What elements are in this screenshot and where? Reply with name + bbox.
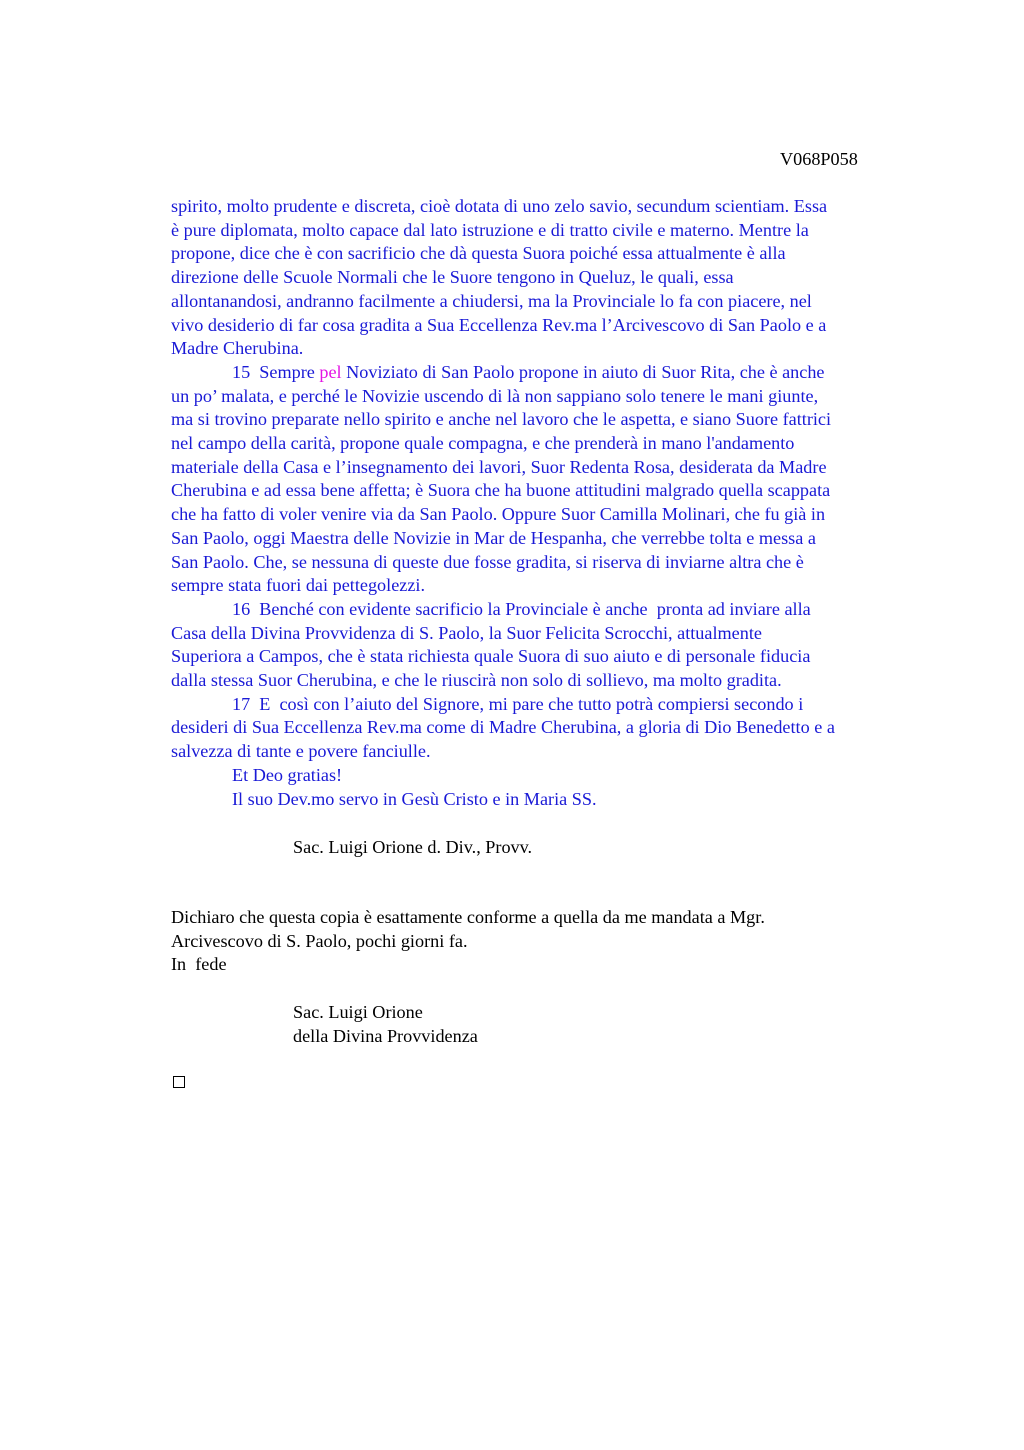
paragraph-16-first-line: 16 Benché con evidente sacrificio la Provinciale è anche pronta ad inviare alla xyxy=(232,598,811,619)
paragraph-15-rest: Noviziato di San Paolo propone in aiuto di Suor Rita, che è anche xyxy=(341,361,825,382)
declaration-line: In fede xyxy=(171,954,227,975)
body-line: nel campo della carità, propone quale compagna, e che prenderà in mano l'andamento xyxy=(171,433,795,454)
signature-block xyxy=(293,1001,478,1048)
signature-name: Sac. Luigi Orione xyxy=(293,1002,423,1022)
body-line: allontanandosi, andranno facilmente a chiudersi, ma la Provinciale lo fa con piacere, nel xyxy=(171,290,812,311)
declaration xyxy=(171,906,765,977)
paragraph-15-lead: 15 Sempre xyxy=(232,361,320,382)
body-line: desideri di Sua Eccellenza Rev.ma come di Madre Cherubina, a gloria di Dio Benedetto e a xyxy=(171,717,835,738)
body-line: Casa della Divina Provvidenza di S. Paolo, la Suor Felicita Scrocchi, attualmente xyxy=(171,622,762,643)
body-line: sempre stata fuori dai pettegolezzi. xyxy=(171,575,426,596)
closing-line: Et Deo gratias! xyxy=(232,764,343,785)
body-line: Cherubina e ad essa bene affetta; è Suora che ha buone attitudini malgrado quella scappata xyxy=(171,480,831,501)
signature-title: della Divina Provvidenza xyxy=(293,1025,478,1046)
body-line: direzione delle Scuole Normali che le Suore tengono in Queluz, le quali, essa xyxy=(171,267,734,288)
letter-body xyxy=(171,195,931,811)
body-line: salvezza di tante e povere fanciulle. xyxy=(171,741,431,762)
body-line: Superiora a Campos, che è stata richiesta quale Suora di suo aiuto e di personale fiducia xyxy=(171,646,811,667)
body-line: San Paolo, oggi Maestra delle Novizie in Mar de Hespanha, che verrebbe tolta e messa a xyxy=(171,527,816,548)
paragraph-17-first-line: 17 E così con l’aiuto del Signore, mi pare che tutto potrà compiersi secondo i xyxy=(232,693,804,714)
body-line: che ha fatto di voler venire via da San Paolo. Oppure Suor Camilla Molinari, che fu già in xyxy=(171,504,826,525)
declaration-line: Dichiaro che questa copia è esattamente conforme a quella da me mandata a Mgr. xyxy=(171,907,765,927)
body-line: dalla stessa Suor Cherubina, e che le riuscirà non solo di sollievo, ma molto gradita. xyxy=(171,670,782,691)
highlighted-word: pel xyxy=(319,361,342,382)
page-identifier: V068P058 xyxy=(780,149,858,169)
body-line: materiale della Casa e l’insegnamento dei lavori, Suor Redenta Rosa, desiderata da Madre xyxy=(171,456,827,477)
paragraph-15-first-line xyxy=(171,361,931,385)
declaration-line: Arcivescovo di S. Paolo, pochi giorni fa. xyxy=(171,930,468,951)
body-line: Madre Cherubina. xyxy=(171,338,304,359)
square-box-icon xyxy=(173,1076,185,1088)
body-line: propone, dice che è con sacrificio che dà questa Suora poiché essa attualmente è alla xyxy=(171,243,786,264)
body-line: ma si trovino preparate nello spirito e anche nel lavoro che le aspetta, e siano Suore fattrici xyxy=(171,409,832,430)
body-line: è pure diplomata, molto capace dal lato istruzione e di tratto civile e materno. Mentre la xyxy=(171,219,809,240)
body-line: vivo desiderio di far cosa gradita a Sua Eccellenza Rev.ma l’Arcivescovo di San Paolo e a xyxy=(171,314,827,335)
signature: Sac. Luigi Orione d. Div., Provv. xyxy=(293,837,533,857)
body-line: San Paolo. Che, se nessuna di queste due fosse gradita, si riserva di inviarne altra che è xyxy=(171,551,804,572)
body-line: spirito, molto prudente e discreta, cioè dotata di uno zelo savio, secundum scientiam. Essa xyxy=(171,196,828,216)
closing-line: Il suo Dev.mo servo in Gesù Cristo e in Maria SS. xyxy=(232,788,597,809)
body-line: un po’ malata, e perché le Novizie uscendo di là non sappiano solo tenere le mani giunte, xyxy=(171,385,819,406)
